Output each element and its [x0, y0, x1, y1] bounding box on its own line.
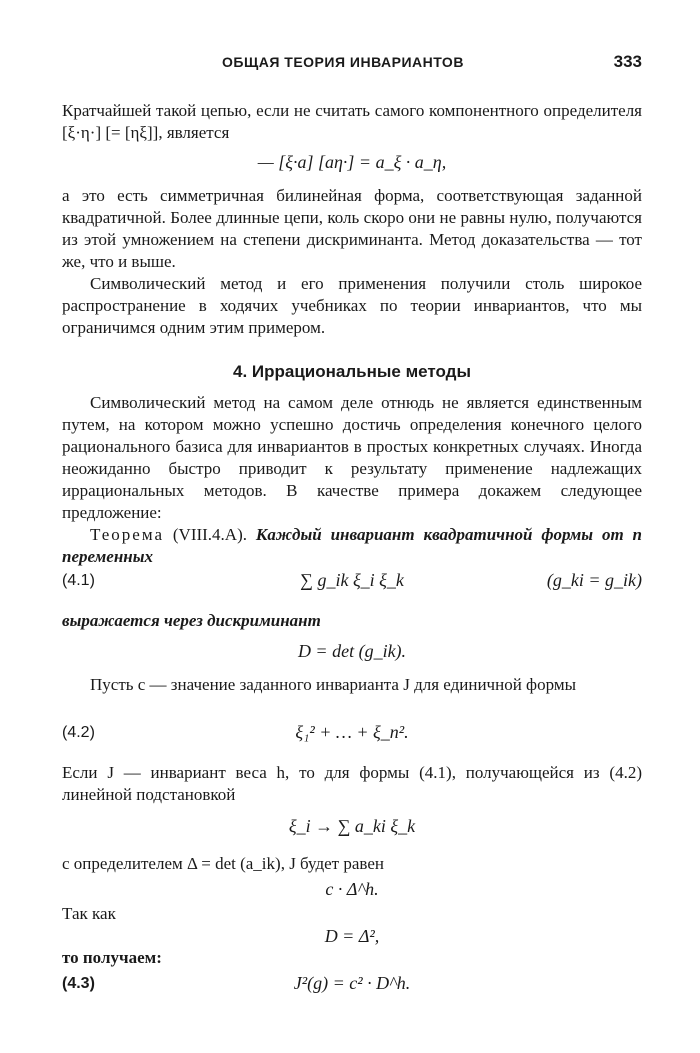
equation-body: ξ₁² + … + ξ_n². [295, 722, 409, 742]
equation-number: (4.1) [62, 572, 95, 589]
theorem-label: Теорема [90, 525, 165, 544]
equation-4-3 [62, 973, 642, 999]
equation-body: J²(g) = c² · D^h. [293, 973, 411, 993]
section-intro: Символический метод на самом деле отнюдь не является единственным путем, на котором можно успешно достичь определения конечного целого рационального базиса для инвариантов в простых конкретных случаях. Иногда неожиданно быстро приводит к результату применение надлежащих иррациональных методов. В качестве примера докажем следующее предложение: [62, 393, 642, 522]
formula-symbolic-chain: — [ξ·a] [aη·] = a_ξ · a_η, [257, 152, 447, 172]
formula-c-delta: c · Δ^h. [325, 879, 379, 899]
theorem-text2: выражается через дискриминант [62, 611, 321, 630]
equation-4-1 [62, 570, 642, 596]
page-number: 333 [613, 52, 642, 71]
running-head: ОБЩАЯ ТЕОРИЯ ИНВАРИАНТОВ [222, 54, 464, 70]
proof-text5: то получаем: [62, 948, 162, 967]
para1-line2: а это есть симметричная билинейная форма, соответствующая заданной квадратичной. Более длинные цепи, коль скоро они не равны нулю, получаются из этой умножением на степени дискриминанта. Метод доказательства — тот же, что и выше. [62, 186, 642, 271]
para2: Символический метод и его применения получили столь широкое распространение в ходячих учебниках по теории инвариантов, что мы ограничимся одним этим примером. [62, 274, 642, 337]
theorem-number: (VIII.4.A). [172, 525, 247, 544]
proof-text4: Так как [62, 904, 116, 923]
formula-discriminant: D = det (g_ik). [297, 641, 407, 661]
equation-number: (4.3) [62, 975, 95, 992]
equation-number: (4.2) [62, 724, 95, 741]
proof-text3: с определителем Δ = det (a_ik), J будет равен [62, 854, 384, 873]
equation-4-2 [62, 722, 642, 748]
proof-text2: Если J — инвариант веса h, то для формы (4.1), получающейся из (4.2) линейной подстановкой [62, 763, 642, 804]
theorem-text: Каждый инвариант квадратичной формы от n переменных [62, 525, 642, 566]
section-heading: 4. Иррациональные методы [233, 362, 471, 381]
theorem-statement [62, 524, 642, 568]
formula-substitution: ξ_i → ∑ a_ki ξ_k [288, 816, 416, 836]
formula-D-delta: D = Δ², [324, 926, 380, 946]
page-header [62, 52, 642, 76]
equation-body: ∑ g_ik ξ_i ξ_k [300, 570, 404, 590]
equation-condition: (g_ki = g_ik) [546, 570, 642, 590]
proof-text1: Пусть c — значение заданного инварианта J для единичной формы [90, 675, 576, 694]
para1-line1: Кратчайшей такой цепью, если не считать самого компонентного определителя [ξ·η·] [= [ηξ]], является [62, 101, 642, 142]
